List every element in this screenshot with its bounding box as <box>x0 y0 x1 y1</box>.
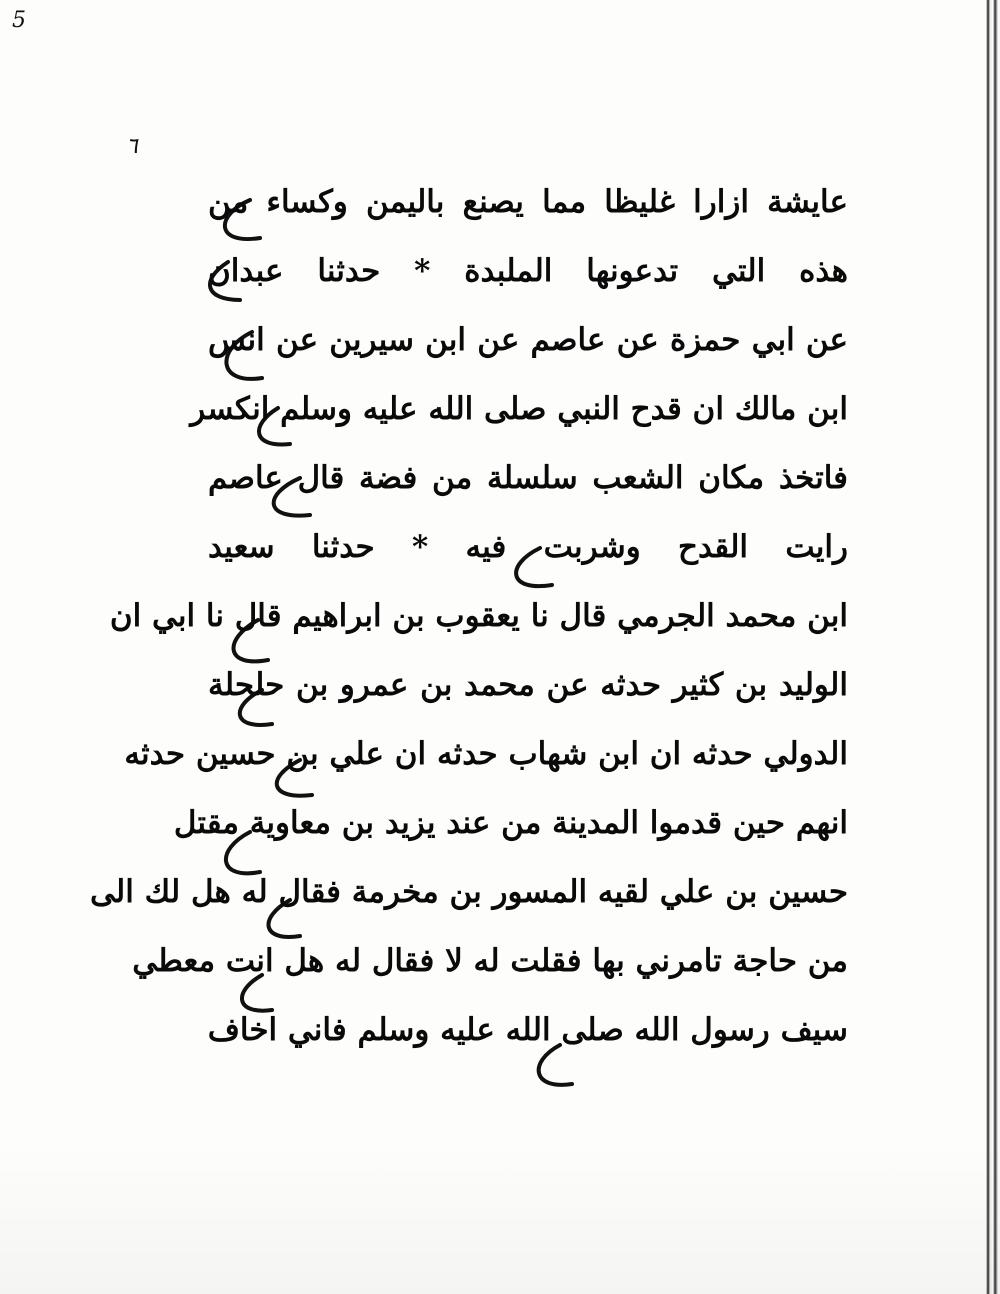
text-line: الدولي حدثه ان ابن شهاب حدثه ان علي بن حسين حدثه <box>124 736 848 772</box>
manuscript-text-block <box>89 168 848 1065</box>
margin-mark: ٦ <box>126 134 138 159</box>
text-line: هذه التي تدعونها الملبدة * حدثنا عبدان <box>208 253 848 289</box>
text-line: ابن محمد الجرمي قال نا يعقوب بن ابراهيم قال نا ابي ان <box>109 598 848 634</box>
text-line: عايشة ازارا غليظا مما يصنع باليمن وكساء من <box>208 184 848 220</box>
text-line: ابن مالك ان قدح النبي صلى الله عليه وسلم انكسر <box>190 391 848 427</box>
text-line: من حاجة تامرني بها فقلت له لا فقال له هل انت معطي <box>132 943 848 979</box>
page-shadow <box>0 1144 1000 1294</box>
text-line: عن ابي حمزة عن عاصم عن ابن سيرين عن انس <box>208 322 848 358</box>
text-line: سيف رسول الله صلى الله عليه وسلم فاني اخاف <box>207 1012 848 1048</box>
page-edge <box>986 0 1000 1294</box>
folio-number: 5 <box>12 8 26 33</box>
text-line: الوليد بن كثير حدثه عن محمد بن عمرو بن حلحلة <box>208 667 848 703</box>
text-line: فاتخذ مكان الشعب سلسلة من فضة قال عاصم <box>208 460 848 496</box>
text-line: انهم حين قدموا المدينة من عند يزيد بن معاوية مقتل <box>173 805 848 841</box>
text-line: حسين بن علي لقيه المسور بن مخرمة فقال له هل لك الى <box>89 874 848 910</box>
text-line: رايت القدح وشربت فيه * حدثنا سعيد <box>208 529 848 565</box>
